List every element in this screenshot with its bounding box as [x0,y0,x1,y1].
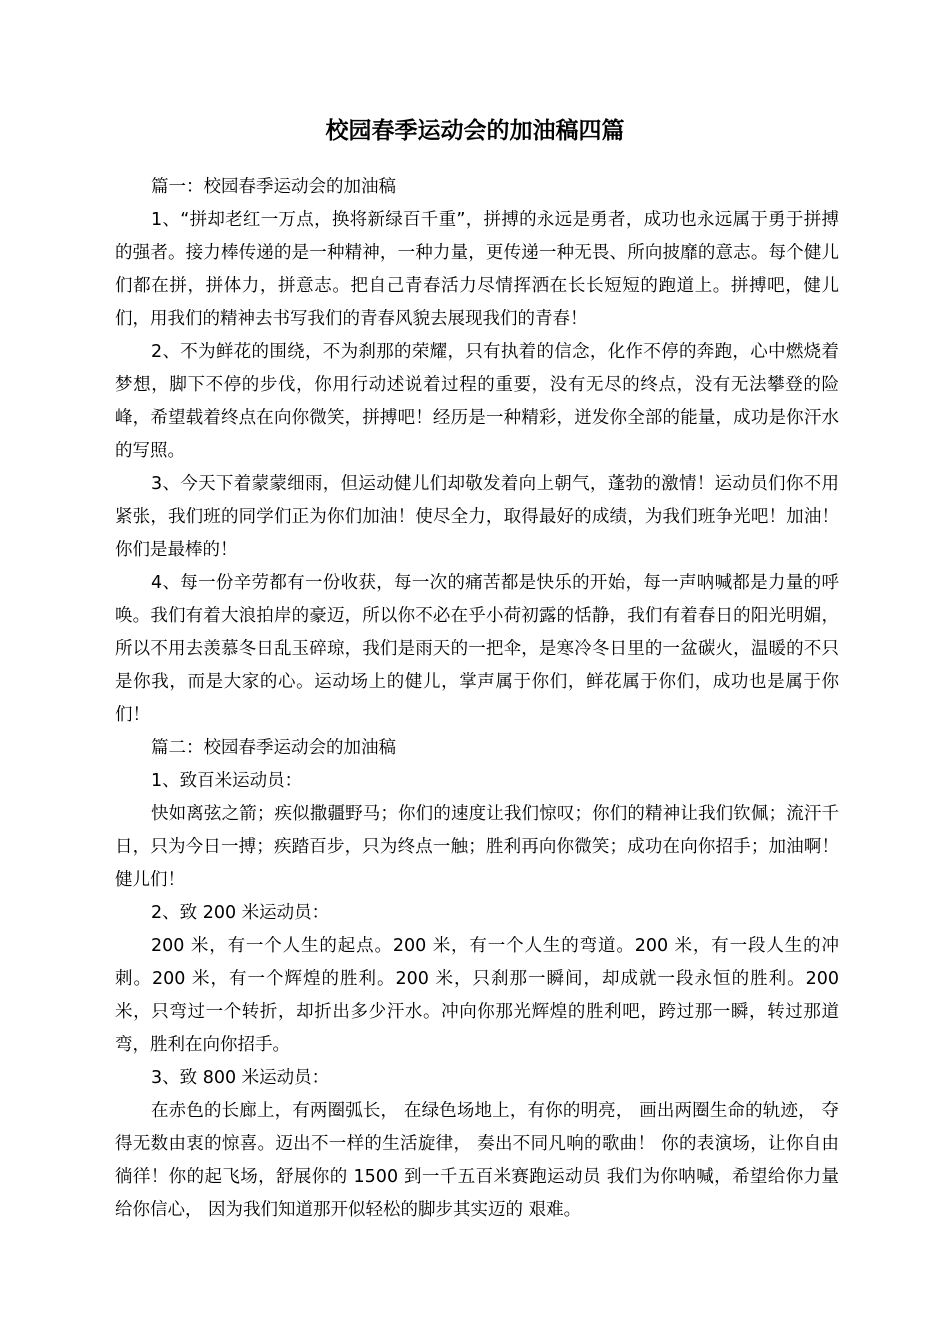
section-heading-1: 篇一：校园春季运动会的加油稿 [151,177,396,197]
subheading: 1、致百米运动员： [151,771,303,791]
paragraph: 在赤色的长廊上，有两圈弧长， 在绿色场地上，有你的明亮， 画出两圈生命的轨迹， 夺得无数由衷的惊喜。迈出不一样的生活旋律， 奏出不同凡响的歌曲！ 你的表演场，让你自由徜徉！你的起飞场，舒展你的 1500 到一千五百米赛跑运动员 我们为你呐喊，希望给你力量给你信心， 因为我们知道那开似轻松的脚步其实迈的 艰难。 [115,1101,839,1220]
paragraph: 1、“拼却老红一万点，换将新绿百千重”，拼搏的永远是勇者，成功也永远属于勇于拼搏的强者。接力棒传递的是一种精神，一种力量，更传递一种无畏、所向披靡的意志。每个健儿们都在拼，拼体力，拼意志。把自己青春活力尽情挥洒在长长短短的跑道上。拼搏吧，健儿们，用我们的精神去书写我们的青春风貌去展现我们的青春！ [115,210,839,329]
paragraph: 4、每一份辛劳都有一份收获，每一次的痛苦都是快乐的开始，每一声呐喊都是力量的呼唤。我们有着大浪拍岸的豪迈，所以你不必在乎小荷初露的恬静，我们有着春日的阳光明媚，所以不用去羡慕冬日乱玉碎琼，我们是雨天的一把伞，是寒冷冬日里的一盆碳火，温暖的不只是你我，而是大家的心。运动场上的健儿，掌声属于你们，鲜花属于你们，成功也是属于你们！ [115,573,839,725]
paragraph: 2、不为鲜花的围绕，不为刹那的荣耀，只有执着的信念，化作不停的奔跑，心中燃烧着梦想，脚下不停的步伐，你用行动述说着过程的重要，没有无尽的终点，没有无法攀登的险峰，希望载着终点在向你微笑，拼搏吧！经历是一种精彩，迸发你全部的能量，成功是你汗水的写照。 [115,342,839,461]
paragraph: 快如离弦之箭；疾似撒疆野马；你们的速度让我们惊叹；你们的精神让我们钦佩；流汗千日，只为今日一搏；疾踏百步，只为终点一触；胜利再向你微笑；成功在向你招手；加油啊！健儿们！ [115,804,839,890]
subheading: 3、致 800 米运动员： [151,1068,330,1088]
paragraph: 3、今天下着蒙蒙细雨，但运动健儿们却敬发着向上朝气，蓬勃的激情！运动员们你不用紧张，我们班的同学们正为你们加油！使尽全力，取得最好的成绩，为我们班争光吧！加油！你们是最棒的！ [115,474,839,560]
section-heading-2: 篇二：校园春季运动会的加油稿 [151,738,396,758]
subheading: 2、致 200 米运动员： [151,903,330,923]
document-title: 校园春季运动会的加油稿四篇 [325,118,625,144]
paragraph: 200 米，有一个人生的起点。200 米，有一个人生的弯道。200 米，有一段人生的冲刺。200 米，有一个辉煌的胜利。200 米，只刹那一瞬间，却成就一段永恒的胜利。200 米，只弯过一个转折，却折出多少汗水。冲向你那光辉煌的胜利吧，跨过那一瞬，转过那道弯，胜利在向你招手。 [115,936,839,1055]
document-body [115,171,839,1227]
